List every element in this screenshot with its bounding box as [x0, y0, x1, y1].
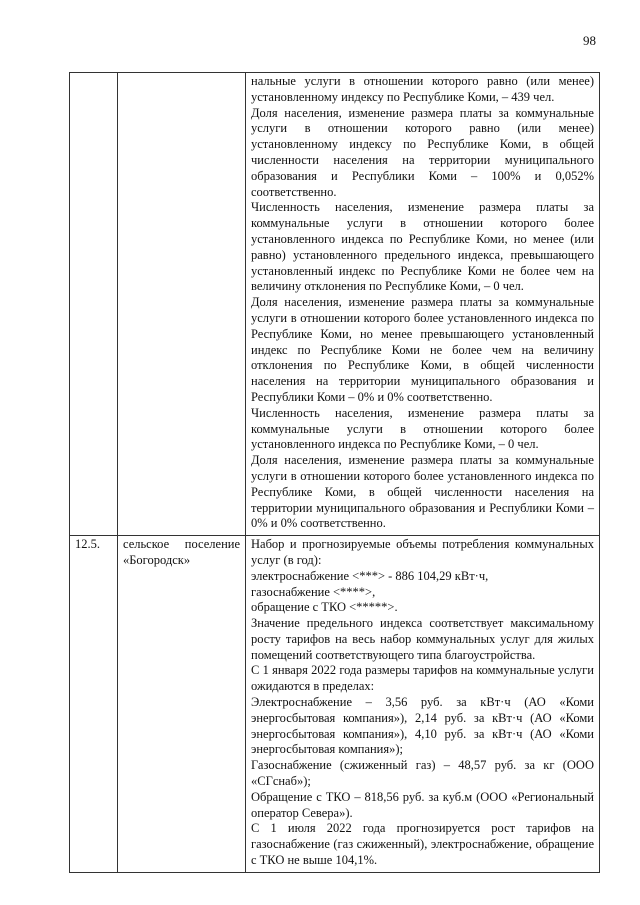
text-paragraph: Доля населения, изменение размера платы за коммунальные услуги в отношении которого более установленного индекса по Республике Коми, но менее превышающего установленный индекс по Республике Коми не более чем на величину отклонения по Республике Коми, в общей численности населения на территории муниципального образования и Республики Коми – 0% и 0% соответственно.: [251, 295, 594, 404]
tariff-table: [69, 72, 600, 873]
row-number-cell: 12.5.: [70, 536, 118, 873]
text-paragraph: Численность населения, изменение размера платы за коммунальные услуги в отношении которого более установленного индекса по Республике Коми, но менее (или равно) установленного предельного индекса, превышающего установленный индекс по Республике Коми не более чем на величину отклонения по Республике Коми, – 0 чел.: [251, 200, 594, 294]
text-paragraph: Численность населения, изменение размера платы за коммунальные услуги в отношении которого более установленного индекса по Республике Коми, – 0 чел.: [251, 405, 594, 452]
text-paragraph: Газоснабжение (сжиженный газ) – 48,57 руб. за кг (ООО «СГснаб»);: [251, 758, 594, 789]
table-row: [70, 536, 600, 873]
text-paragraph: Электроснабжение – 3,56 руб. за кВт·ч (АО «Коми энергосбытовая компания»), 2,14 руб. за кВт·ч (АО «Коми энергосбытовая компания»), 4,10 руб. за кВт·ч (АО «Коми энергосбытовая компания»);: [251, 695, 594, 757]
table-row: [70, 73, 600, 536]
page-number: 98: [583, 33, 596, 48]
row-number-cell: [70, 73, 118, 536]
text-paragraph: Доля населения, изменение размера платы за коммунальные услуги в отношении которого более установленного индекса по Республике Коми, в общей численности населения на территории муниципального образования и Республики Коми – 0% и 0% соответственно.: [251, 453, 594, 531]
text-paragraph: Доля населения, изменение размера платы за коммунальные услуги в отношении которого равно (или менее) установленному индексу по Республике Коми, в общей численности населения на территории муниципального образования и Республики Коми – 100% и 0,052% соответственно.: [251, 105, 594, 199]
description-cell: [246, 73, 600, 536]
text-paragraph: нальные услуги в отношении которого равно (или менее) установленному индексу по Республике Коми, – 439 чел.: [251, 74, 594, 104]
text-paragraph: Значение предельного индекса соответствует максимальному росту тарифов на весь набор коммунальных услуг для жилых помещений соответствующего типа благоустройства.: [251, 616, 594, 662]
settlement-cell: [118, 73, 246, 536]
text-paragraph: электроснабжение <***> - 886 104,29 кВт·ч,: [251, 568, 489, 583]
text-paragraph: Набор и прогнозируемые объемы потребления коммунальных услуг (в год):: [251, 537, 594, 567]
text-paragraph: С 1 июля 2022 года прогнозируется рост тарифов на газоснабжение (газ сжиженный), электроснабжение, обращение с ТКО не выше 104,1%.: [251, 821, 594, 868]
text-paragraph: газоснабжение <****>,: [251, 584, 376, 599]
description-cell: [246, 536, 600, 873]
settlement-cell: сельское поселение «Богородск»: [118, 536, 246, 873]
text-paragraph: С 1 января 2022 года размеры тарифов на коммунальные услуги ожидаются в пределах:: [251, 663, 594, 694]
text-paragraph: Обращение с ТКО – 818,56 руб. за куб.м (ООО «Региональный оператор Севера»).: [251, 789, 594, 820]
text-paragraph: обращение с ТКО <*****>.: [251, 600, 398, 615]
